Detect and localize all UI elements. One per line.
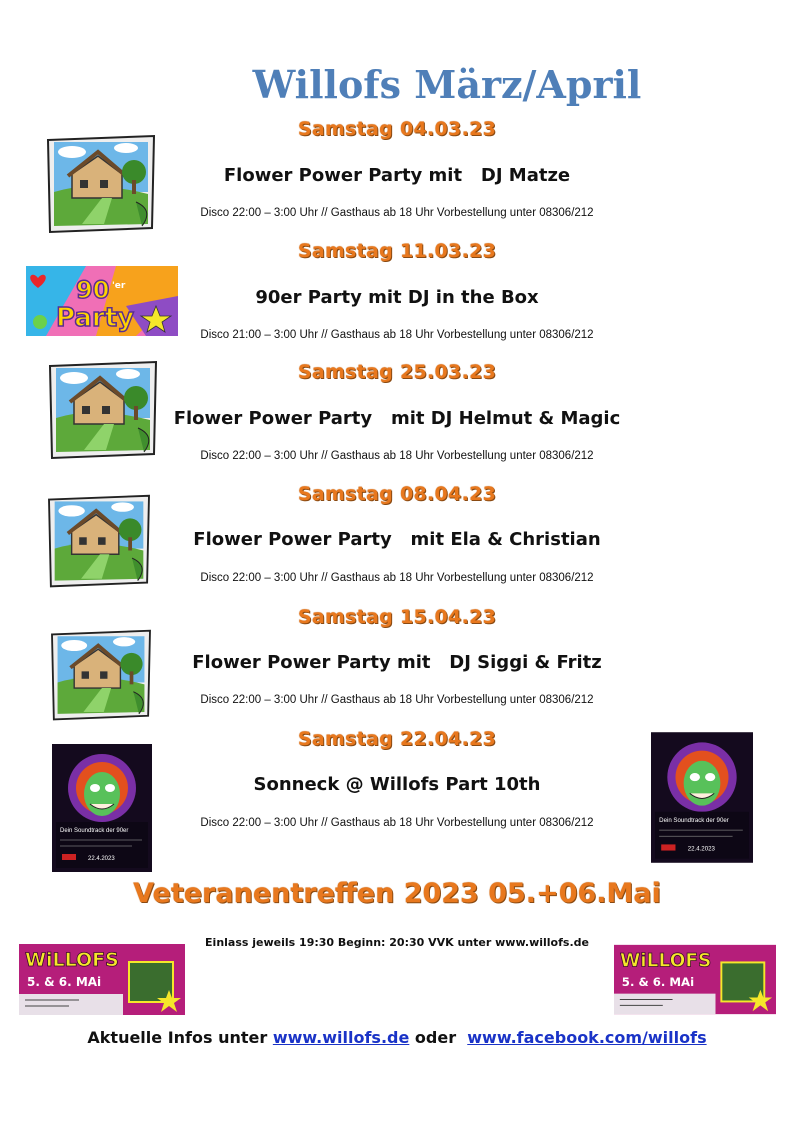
veteran-poster-right xyxy=(614,944,776,1015)
event-title: Sonneck @ Willofs Part 10th xyxy=(253,774,541,795)
veteran-poster-dates: 5. & 6. MAi xyxy=(27,975,102,989)
event-date: Samstag 08.04.23 xyxy=(297,483,497,505)
veteran-poster-dates: 5. & 6. MAi xyxy=(621,974,695,989)
website-link[interactable]: www.willofs.de xyxy=(272,1028,410,1047)
page-title: Willofs März/April xyxy=(252,62,642,107)
veteran-poster-title: WiLLOFS xyxy=(25,949,119,971)
event-title: Flower Power Party mit DJ Siggi & Fritz xyxy=(192,652,602,673)
poster-date: 22.4.2023 xyxy=(687,845,715,853)
sonneck-poster-left xyxy=(52,744,152,872)
event-date: Samstag 04.03.23 xyxy=(297,118,497,140)
event-details: Disco 22:00 – 3:00 Uhr // Gasthaus ab 18 Uhr Vorbestellung unter 08306/212 xyxy=(200,694,594,706)
event-date: Samstag 15.04.23 xyxy=(297,606,497,628)
event-details: Disco 21:00 – 3:00 Uhr // Gasthaus ab 18 Uhr Vorbestellung unter 08306/212 xyxy=(200,329,594,341)
facebook-link[interactable]: www.facebook.com/willofs xyxy=(467,1028,707,1047)
veteran-headline: Veteranentreffen 2023 05.+06.Mai xyxy=(133,878,661,909)
veteran-poster-left xyxy=(19,944,185,1015)
party-word-text: Party xyxy=(56,303,135,333)
poster-subtitle: Dein Soundtrack der 90er xyxy=(60,828,129,834)
event-details: Disco 22:00 – 3:00 Uhr // Gasthaus ab 18 Uhr Vorbestellung unter 08306/212 xyxy=(200,572,594,584)
footer-prefix: Aktuelle Infos unter xyxy=(87,1028,268,1047)
poster-subtitle: Dein Soundtrack der 90er xyxy=(659,816,729,824)
party-er-text: 'er xyxy=(112,281,126,291)
event-title: Flower Power Party mit DJ Matze xyxy=(223,165,571,186)
event-title: Flower Power Party mit DJ Helmut & Magic xyxy=(173,408,621,429)
party-90-text: 90 xyxy=(76,276,110,304)
flower-power-house-image xyxy=(44,627,158,725)
event-details: Disco 22:00 – 3:00 Uhr // Gasthaus ab 18 Uhr Vorbestellung unter 08306/212 xyxy=(200,817,594,829)
event-date: Samstag 22.04.23 xyxy=(297,728,497,750)
event-title: Flower Power Party mit Ela & Christian xyxy=(193,529,601,550)
footer-middle: oder xyxy=(414,1028,457,1047)
event-details: Disco 22:00 – 3:00 Uhr // Gasthaus ab 18 Uhr Vorbestellung unter 08306/212 xyxy=(200,450,594,462)
event-title: 90er Party mit DJ in the Box xyxy=(255,287,539,308)
einlass-info: Einlass jeweils 19:30 Beginn: 20:30 VVK unter www.willofs.de xyxy=(205,936,589,949)
event-details: Disco 22:00 – 3:00 Uhr // Gasthaus ab 18 Uhr Vorbestellung unter 08306/212 xyxy=(200,207,594,219)
poster-date: 22.4.2023 xyxy=(88,856,115,862)
veteran-poster-title: WiLLOFS xyxy=(619,950,712,972)
event-date: Samstag 11.03.23 xyxy=(297,240,497,262)
footer-info xyxy=(0,1028,794,1047)
sonneck-poster-right xyxy=(651,731,753,864)
event-date: Samstag 25.03.23 xyxy=(297,361,497,383)
